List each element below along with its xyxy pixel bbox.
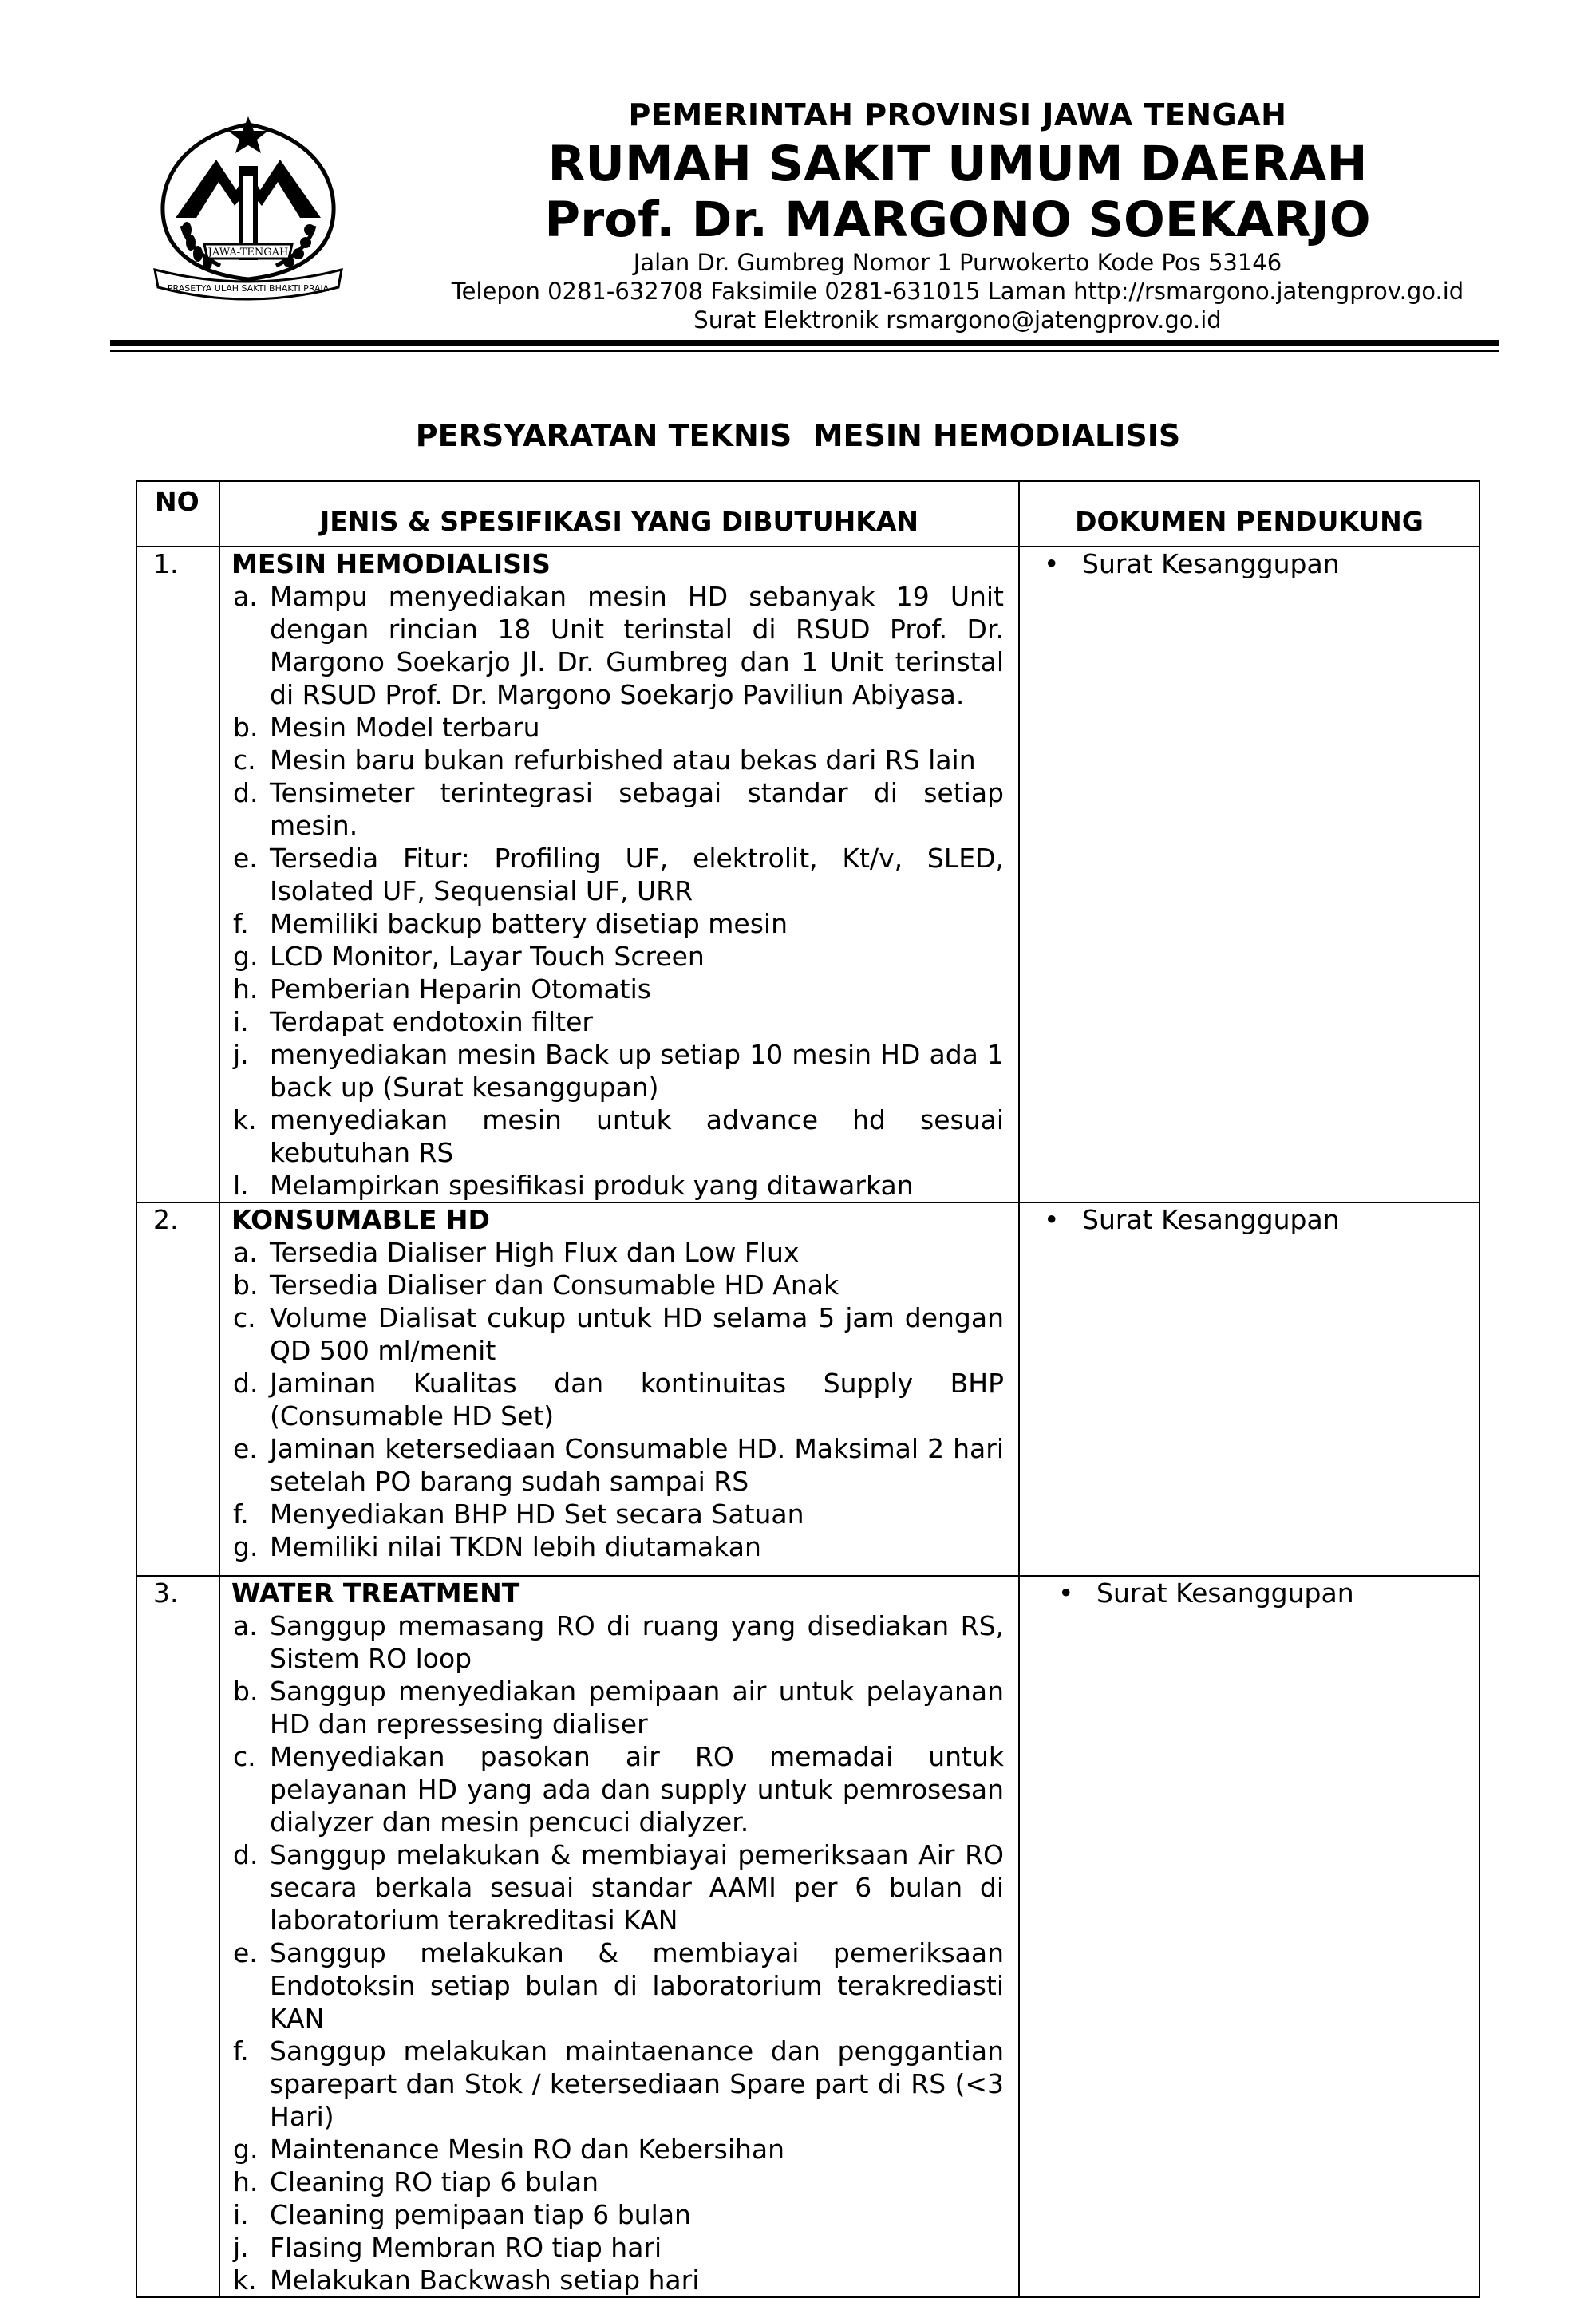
item-text: Melakukan Backwash setiap hari bbox=[270, 2264, 700, 2296]
bullet-icon: • bbox=[1044, 1204, 1060, 1235]
item-text: Melampirkan spesifikasi produk yang ditawarkan bbox=[270, 1170, 914, 1201]
document-title: PERSYARATAN TEKNIS MESIN HEMODIALISIS bbox=[415, 418, 1181, 453]
item-text: Jaminan ketersediaan Consumable HD. Maksimal 2 hari setelah PO barang sudah sampai RS bbox=[270, 1433, 1004, 1497]
list-item bbox=[231, 776, 1004, 842]
item-letter: e. bbox=[233, 1937, 258, 1968]
item-letter: i. bbox=[233, 1006, 249, 1037]
item-text: Terdapat endotoxin filter bbox=[270, 1006, 593, 1037]
spec-cell bbox=[219, 1576, 1019, 2297]
item-text: Memiliki nilai TKDN lebih diutamakan bbox=[270, 1531, 761, 1562]
item-letter: i. bbox=[233, 2199, 249, 2230]
list-item bbox=[231, 842, 1004, 907]
document-item bbox=[1041, 1577, 1479, 1609]
list-item bbox=[231, 2035, 1004, 2133]
item-text: Jaminan Kualitas dan kontinuitas Supply BHP (Consumable HD Set) bbox=[270, 1368, 1004, 1431]
item-text: Mampu menyediakan mesin HD sebanyak 19 Unit dengan rincian 18 Unit terinstal di RSUD Prof. Dr. Margono Soekarjo Jl. Dr. Gumbreg dan 1 Unit terinstal di RSUD Prof. Dr. Margono Soekarjo Paviliun Abiyasa. bbox=[270, 581, 1004, 710]
item-text: Cleaning RO tiap 6 bulan bbox=[270, 2166, 598, 2197]
item-letter: b. bbox=[233, 1676, 259, 1707]
item-text: Memiliki backup battery disetiap mesin bbox=[270, 908, 788, 939]
item-letter: d. bbox=[233, 1368, 259, 1399]
list-item bbox=[231, 580, 1004, 711]
list-item bbox=[231, 2133, 1004, 2166]
spec-cell bbox=[219, 547, 1019, 1202]
item-text: Flasing Membran RO tiap hari bbox=[270, 2232, 662, 2263]
supporting-document-cell bbox=[1019, 1202, 1479, 1576]
list-item bbox=[231, 1498, 1004, 1530]
item-letter: a. bbox=[233, 1237, 258, 1268]
list-item bbox=[231, 2264, 1004, 2296]
item-text: menyediakan mesin Back up setiap 10 mesin HD ada 1 back up (Surat kesanggupan) bbox=[270, 1039, 1004, 1103]
list-item bbox=[231, 1937, 1004, 2035]
row-number: 1. bbox=[136, 547, 219, 1202]
list-item bbox=[231, 1367, 1004, 1432]
item-text: Sanggup menyediakan pemipaan air untuk pelayanan HD dan repressesing dialiser bbox=[270, 1676, 1004, 1739]
item-letter: e. bbox=[233, 1433, 258, 1464]
header-doc: DOKUMEN PENDUKUNG bbox=[1019, 481, 1479, 547]
item-letter: a. bbox=[233, 1610, 258, 1641]
item-letter: f. bbox=[233, 908, 249, 939]
table-header-row bbox=[136, 481, 1479, 547]
item-letter: h. bbox=[233, 2166, 259, 2197]
item-letter: g. bbox=[233, 2134, 259, 2165]
list-item bbox=[231, 940, 1004, 973]
list-item bbox=[231, 1038, 1004, 1104]
item-letter: c. bbox=[233, 1302, 256, 1333]
document-label: Surat Kesanggupan bbox=[1082, 548, 1340, 579]
item-text: Menyediakan pasokan air RO memadai untuk pelayanan HD yang ada dan supply untuk pemrosesan dialyzer dan mesin pencuci dialyzer. bbox=[270, 1741, 1004, 1838]
email-line: Surat Elektronik rsmargono@jatengprov.go.id bbox=[693, 306, 1222, 334]
list-item bbox=[231, 907, 1004, 940]
item-letter: g. bbox=[233, 941, 259, 972]
item-letter: c. bbox=[233, 1741, 256, 1772]
item-text: Tersedia Dialiser High Flux dan Low Flux bbox=[270, 1237, 800, 1268]
list-item bbox=[231, 1432, 1004, 1498]
item-letter: d. bbox=[233, 1839, 259, 1870]
item-letter: f. bbox=[233, 1498, 249, 1530]
item-text: Menyediakan BHP HD Set secara Satuan bbox=[270, 1498, 804, 1530]
list-item bbox=[231, 1609, 1004, 1675]
item-text: Sanggup memasang RO di ruang yang disediakan RS, Sistem RO loop bbox=[270, 1610, 1004, 1674]
row-number: 3. bbox=[136, 1576, 219, 2297]
hospital-name: Prof. Dr. MARGONO SOEKARJO bbox=[544, 192, 1371, 248]
item-letter: b. bbox=[233, 712, 259, 743]
item-text: Sanggup melakukan & membiayai pemeriksaan Air RO secara berkala sesuai standar AAMI per 6 bulan di laboratorium terakreditasi KAN bbox=[270, 1839, 1004, 1936]
item-letter: k. bbox=[233, 1104, 257, 1135]
list-item bbox=[231, 1530, 1004, 1563]
item-text: menyediakan mesin untuk advance hd sesuai kebutuhan RS bbox=[270, 1104, 1004, 1168]
header-no: NO bbox=[136, 481, 219, 547]
item-text: Tersedia Dialiser dan Consumable HD Anak bbox=[270, 1269, 839, 1301]
requirements-table bbox=[136, 480, 1480, 2298]
table-row bbox=[136, 547, 1479, 1202]
list-item bbox=[231, 1675, 1004, 1740]
jawa-tengah-emblem-icon bbox=[140, 110, 356, 318]
svg-text:JAWA-TENGAH: JAWA-TENGAH bbox=[207, 247, 289, 259]
header-spec: JENIS & SPESIFIKASI YANG DIBUTUHKAN bbox=[219, 481, 1019, 547]
bullet-icon: • bbox=[1044, 548, 1060, 579]
list-item bbox=[231, 1236, 1004, 1269]
item-letter: a. bbox=[233, 581, 258, 612]
table-row bbox=[136, 1202, 1479, 1576]
supporting-document-cell bbox=[1019, 547, 1479, 1202]
list-item bbox=[231, 1104, 1004, 1169]
government-heading: PEMERINTAH PROVINSI JAWA TENGAH bbox=[628, 97, 1287, 132]
table-row bbox=[136, 1576, 1479, 2297]
document-label: Surat Kesanggupan bbox=[1082, 1204, 1340, 1235]
list-item bbox=[231, 1005, 1004, 1038]
item-letter: g. bbox=[233, 1531, 259, 1562]
hospital-heading: RUMAH SAKIT UMUM DAERAH bbox=[547, 136, 1368, 192]
item-letter: c. bbox=[233, 744, 256, 776]
list-item bbox=[231, 744, 1004, 776]
item-text: Pemberian Heparin Otomatis bbox=[270, 973, 651, 1005]
list-item bbox=[231, 2231, 1004, 2264]
letterhead-divider bbox=[110, 340, 1499, 346]
item-text: Tersedia Fitur: Profiling UF, elektrolit, Kt/v, SLED, Isolated UF, Sequensial UF, URR bbox=[270, 843, 1004, 906]
supporting-document-cell bbox=[1019, 1576, 1479, 2297]
document-item bbox=[1041, 1203, 1479, 1236]
item-letter: j. bbox=[233, 1039, 249, 1070]
item-text: Sanggup melakukan & membiayai pemeriksaan Endotoksin setiap bulan di laboratorium terakrediasti KAN bbox=[270, 1937, 1004, 2034]
document-label: Surat Kesanggupan bbox=[1096, 1577, 1354, 1609]
spec-list bbox=[231, 580, 1004, 1202]
address-line: Jalan Dr. Gumbreg Nomor 1 Purwokerto Kode Pos 53146 bbox=[633, 249, 1282, 276]
document-item bbox=[1041, 547, 1479, 580]
list-item bbox=[231, 1740, 1004, 1838]
bullet-icon: • bbox=[1058, 1577, 1074, 1609]
item-text: Mesin Model terbaru bbox=[270, 712, 540, 743]
row-number: 2. bbox=[136, 1202, 219, 1576]
item-letter: l. bbox=[233, 1170, 249, 1201]
list-item bbox=[231, 1301, 1004, 1367]
item-letter: d. bbox=[233, 777, 259, 808]
item-text: Tensimeter terintegrasi sebagai standar di setiap mesin. bbox=[270, 777, 1004, 841]
item-text: Mesin baru bukan refurbished atau bekas dari RS lain bbox=[270, 744, 976, 776]
item-letter: b. bbox=[233, 1269, 259, 1301]
item-text: Cleaning pemipaan tiap 6 bulan bbox=[270, 2199, 691, 2230]
svg-text:PRASETYA ULAH SAKTI BHAKTI PRA: PRASETYA ULAH SAKTI BHAKTI PRAJA bbox=[167, 283, 330, 294]
item-letter: h. bbox=[233, 973, 259, 1005]
item-letter: k. bbox=[233, 2264, 257, 2296]
item-text: LCD Monitor, Layar Touch Screen bbox=[270, 941, 705, 972]
list-item bbox=[231, 2198, 1004, 2231]
item-letter: e. bbox=[233, 843, 258, 874]
item-text: Sanggup melakukan maintaenance dan penggantian sparepart dan Stok / ketersediaan Spare part di RS (<3 Hari) bbox=[270, 2035, 1004, 2132]
list-item bbox=[231, 711, 1004, 744]
list-item bbox=[231, 2166, 1004, 2198]
spec-list bbox=[231, 1236, 1004, 1563]
list-item bbox=[231, 1838, 1004, 1937]
list-item bbox=[231, 973, 1004, 1005]
list-item bbox=[231, 1169, 1004, 1202]
spec-cell bbox=[219, 1202, 1019, 1576]
item-letter: f. bbox=[233, 2035, 249, 2067]
list-item bbox=[231, 1269, 1004, 1301]
item-text: Maintenance Mesin RO dan Kebersihan bbox=[270, 2134, 785, 2165]
item-letter: j. bbox=[233, 2232, 249, 2263]
section-title: KONSUMABLE HD bbox=[231, 1204, 490, 1235]
section-title: WATER TREATMENT bbox=[231, 1577, 520, 1609]
section-title: MESIN HEMODIALISIS bbox=[231, 548, 551, 579]
contact-line: Telepon 0281-632708 Faksimile 0281-631015 Laman http://rsmargono.jatengprov.go.id bbox=[451, 278, 1464, 305]
spec-list bbox=[231, 1609, 1004, 2296]
letterhead-divider-thin bbox=[110, 350, 1499, 352]
item-text: Volume Dialisat cukup untuk HD selama 5 jam dengan QD 500 ml/menit bbox=[270, 1302, 1004, 1366]
